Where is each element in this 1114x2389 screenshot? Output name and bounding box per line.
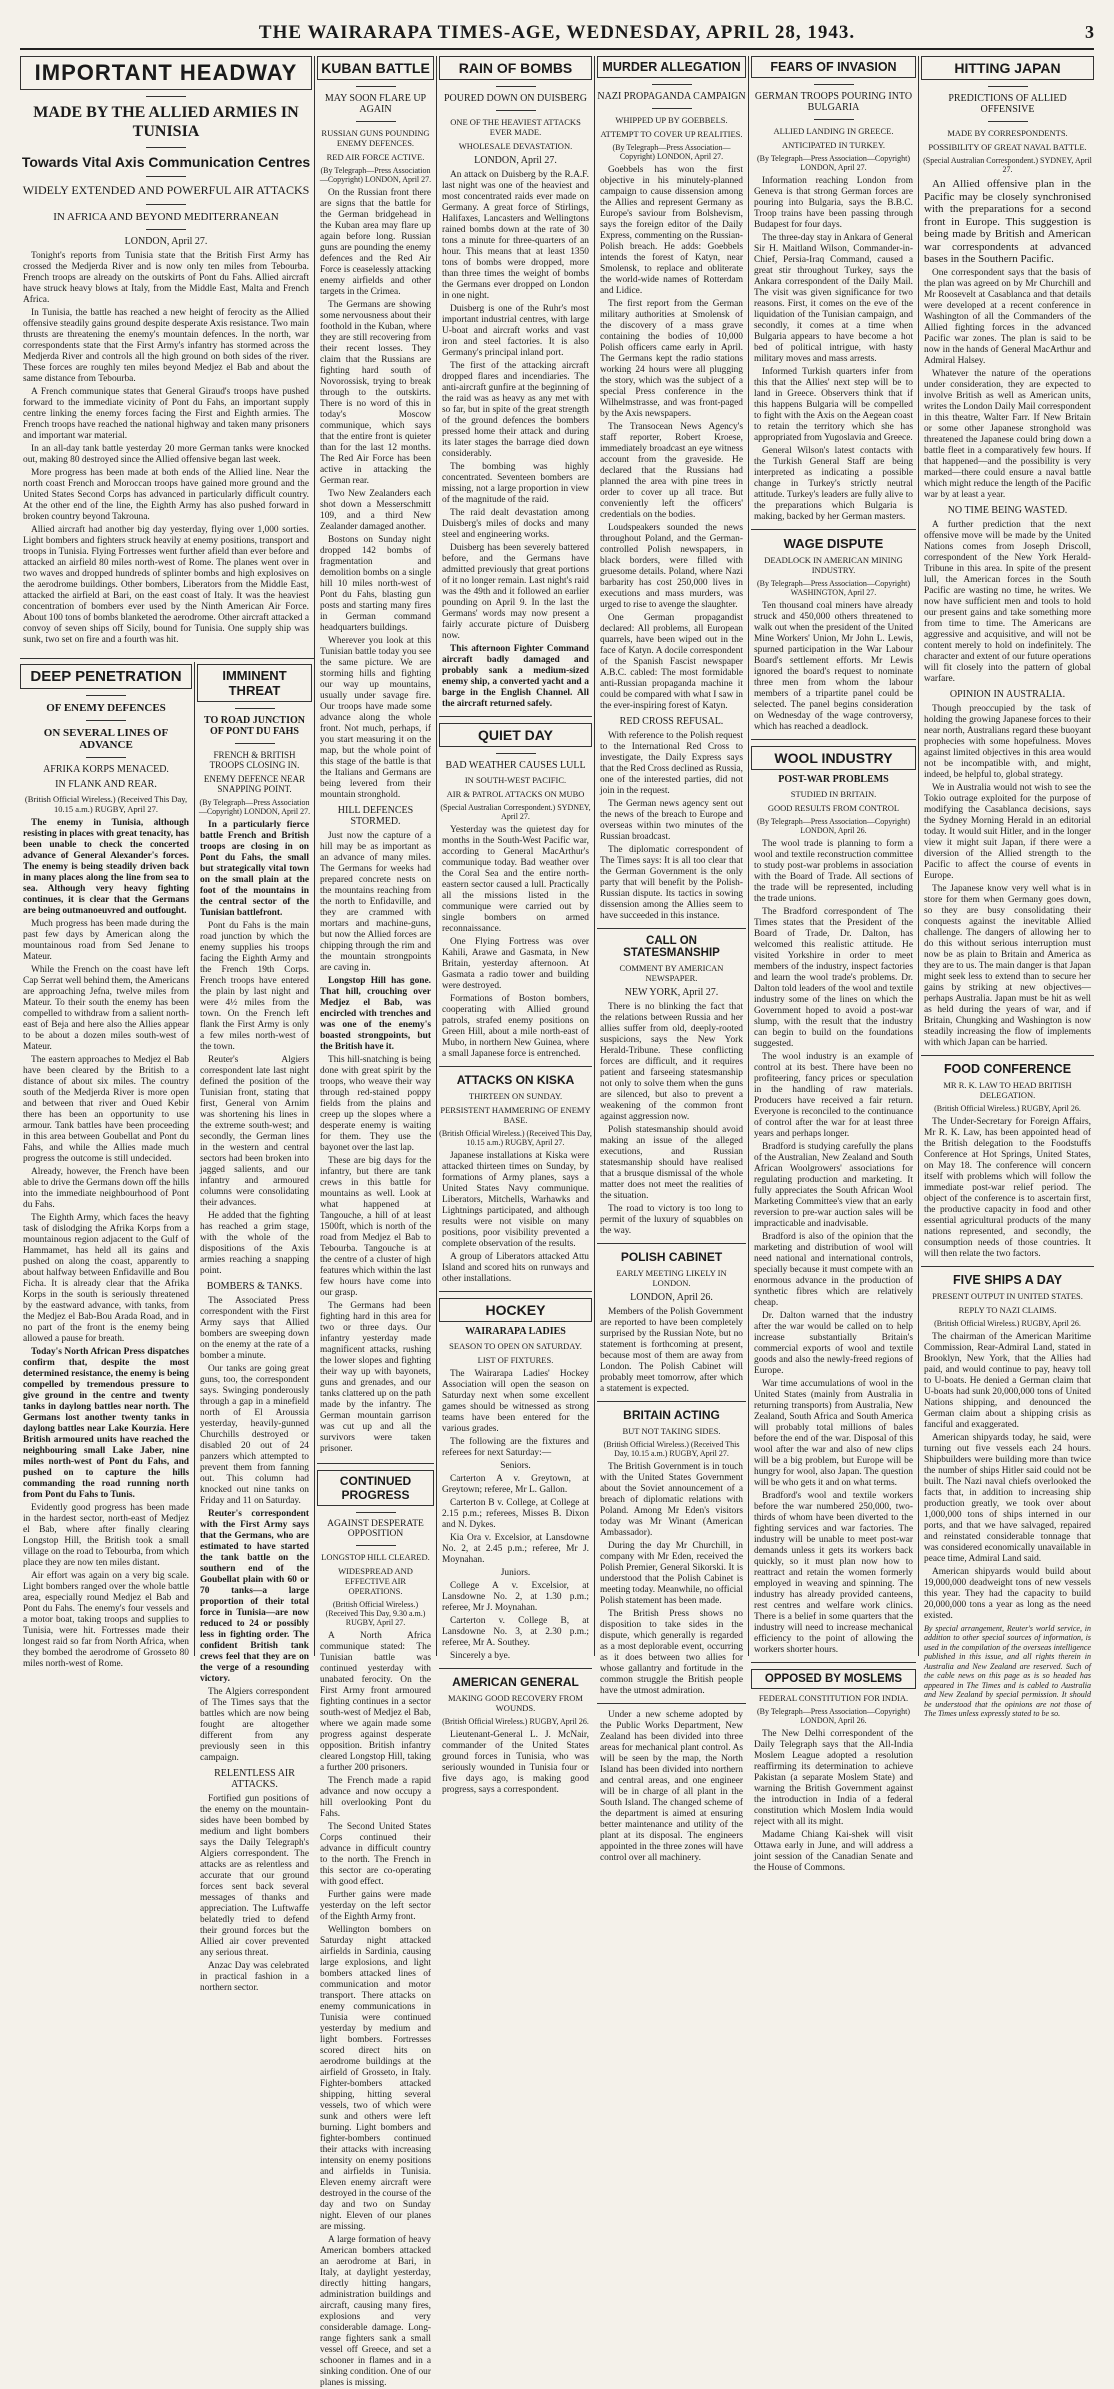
subheading: RED CROSS REFUSAL.	[619, 716, 724, 727]
section-divider	[751, 735, 916, 740]
article-body	[751, 1729, 916, 1874]
article-headway	[20, 56, 312, 656]
paragraph: An attack on Duisberg by the R.A.F. last night was one of the heaviest and most concentrated raids ever made on Germany. A great force of Stirlings, Halifaxes, Lancasters and Wellingtons rained bombs down at the rate of 30 tons a minute for three-quarters of an hour. This means that at least 1350 tons of bombs were dropped, more than three times the weight of bombs the Germans ever dropped on London in one night.	[442, 170, 589, 301]
deck: WIDELY EXTENDED AND POWERFUL AIR ATTACKS	[22, 183, 310, 197]
headline-american: AMERICAN GENERAL	[452, 1675, 579, 1689]
article-body	[317, 831, 434, 1455]
deck: DEADLOCK IN AMERICAN MINING INDUSTRY.	[764, 555, 903, 575]
fixture: Carterton B v. College, at College at 2.15 p.m.; referees, Misses B. Dixon and N. Dykes.	[442, 1498, 589, 1530]
subheading: OPINION IN AUSTRALIA.	[949, 688, 1066, 700]
paragraph: In Tunisia, the battle has reached a new height of ferocity as the Allied offensive steadily gains ground despite desperate Axis resistance. Two main thrusts are threatening the enemy's mountain defences. In the north, war correspondents state that the First Army's infantry has stormed across the Medjerda River and controls all the high ground on both sides of the river. These forces are roughly ten miles beyond Medjez el Bab and about the same distance from Tebourba.	[23, 308, 309, 384]
deck: Towards Vital Axis Communication Centres	[21, 154, 311, 170]
paragraph: The Algiers correspondent of The Times says that the battles which are now being fought are altogether different from any previously seen in this campaign.	[200, 1687, 309, 1763]
section-divider	[751, 1658, 916, 1663]
paragraph: The Germans had been fighting hard in this area for two or three days. Our infantry yesterday made magnificent attacks, rushing the lower slopes and fighting their way up with bayonets, guns and grenades, and our tanks clattered up on the path made by the infantry. The German mountain garrison was cut up and all the survivors were taken prisoner.	[320, 1301, 431, 1454]
divider	[652, 108, 692, 109]
article-body	[197, 1296, 312, 1764]
divider	[652, 84, 692, 85]
paragraph: Anzac Day was celebrated in practical fashion in a northern sector.	[200, 1961, 309, 1993]
paragraph: The German news agency sent out the news of the breach to Europe and overseas within two minutes of the Russian broadcast.	[600, 799, 743, 842]
paragraph: During the day Mr Churchill, in company with Mr Eden, received the Polish Premier, General Sikorski. It is understood that the Polish Cabinet is meeting today. Meanwhile, no official Polish statement has been made.	[600, 1541, 743, 1606]
copyright-note: By special arrangement, Reuter's world service, in addition to other special sources of information, is used in the compilation of the overseas intelligence published in this issue, and all rights therein in Australia and New Zealand are reserved. Such of the cable news on this page as is so headed has appeared in The Times and is cabled to Australia and New Zealand by special permission. It should be understood that the opinions are not those of The Times unless expressly stated to be so.	[924, 1623, 1091, 1718]
deck: FRENCH & BRITISH TROOPS CLOSING IN.	[209, 750, 300, 770]
column-rule	[748, 56, 749, 1656]
paragraph: Reuter's Algiers correspondent late last night defined the position of the Tunisian front, stating that first, General von Arnim was shortening his lines in the extreme south-west; and secondly, the German lines in the western and central sectors had been broken into jagged salients, and our infantry and armoured columns were consolidating their advances.	[200, 1055, 309, 1208]
paragraph: Much progress has been made during the past few days by American along the mountainous road from Sed Jenane to Mateur.	[23, 919, 189, 962]
headline: FEARS OF INVASION	[751, 56, 916, 78]
divider	[988, 121, 1028, 122]
deck: ONE OF THE HEAVIEST ATTACKS EVER MADE.	[450, 117, 581, 137]
article-body	[597, 731, 746, 922]
deck: FEDERAL CONSTITUTION FOR INDIA.	[758, 1693, 909, 1703]
section-divider	[921, 1051, 1094, 1056]
column-fears	[751, 56, 916, 1873]
fixtures-label: Seniors.	[500, 1461, 531, 1471]
masthead-title: THE WAIRARAPA TIMES-AGE, WEDNESDAY, APRIL 28, 1943.	[258, 22, 856, 43]
paragraph: Goebbels has won the first objective in his minutely-planned campaign to cause dissension among the Allies and represent Germany as Europe's saviour from Bolshevism, says the foreign editor of the Daily Express, commenting on the Russian-Polish breach. He adds: Goebbels intends the forest of Katyn, near Smolensk, to replace and obliterate the world-wide names of Rotterdam and Lidice.	[600, 165, 743, 296]
deck: TO ROAD JUNCTION OF PONT DU FAHS	[204, 715, 305, 737]
headline: IMMINENT THREAT	[197, 664, 312, 702]
divider	[496, 86, 536, 87]
paragraph: Formations of Boston bombers, cooperating with Allied ground patrols, strafed enemy positions on Green Hill, about a mile north-east of Mubo, in northern New Guinea, where a small Japanese force is entrenched.	[442, 994, 589, 1059]
article-body	[921, 178, 1094, 501]
headline: KUBAN BATTLE	[317, 56, 434, 80]
masthead	[20, 18, 1094, 50]
article-body	[317, 188, 434, 801]
section-divider	[597, 1397, 746, 1402]
deck: MADE BY THE ALLIED ARMIES IN TUNISIA	[33, 104, 299, 140]
fixture: Sincerely a bye.	[450, 1651, 511, 1661]
paragraph: Duisberg has been severely battered before, and the Germans have admitted previously that great portions of it no longer remain. Last night's raid was the 49th and it followed an earlier pounding on April 9. In the last the Germans' words may now present a fairly accurate picture of Duisberg now.	[442, 543, 589, 641]
paragraph: Information reaching London from Geneva is that strong German forces are pouring into Bulgaria, says the B.B.C. Troop trains have been passing through Budapest for four days.	[754, 176, 913, 230]
paragraph: One Flying Fortress was over Kahili, Arawe and Gasmata, in New Britain, yesterday afternoon. At Gasmata a radio tower and building were destroyed.	[442, 937, 589, 991]
paragraph: One correspondent says that the basis of the plan was agreed on by Mr Churchill and Mr Roosevelt at Casablanca and that details were developed at a recent conference in Washington of all the Commanders of the Allied fighting forces in the advanced Pacific war zones. The plan is said to be now in the hands of General MacArthur and Admiral Halsey.	[924, 267, 1091, 366]
divider	[86, 757, 126, 758]
article-body	[751, 839, 916, 1656]
deck: AIR & PATROL ATTACKS ON MUBO	[446, 789, 585, 799]
paragraph: The enemy in Tunisia, although resisting in places with great tenacity, has been unable to check the concerted advance of General Alexander's forces. The enemy is being steadily driven back in many places along the line from sea to sea. Although very heavy fighting continues, it is clear that the Germans are being outmanoeuvred and outfought.	[23, 818, 189, 916]
column-kuban	[317, 56, 434, 2388]
deck: PERSISTENT HAMMERING OF ENEMY BASE.	[440, 1105, 591, 1125]
deck: EARLY MEETING LIKELY IN LONDON.	[616, 1268, 727, 1288]
divider	[814, 84, 854, 85]
deck: WHIPPED UP BY GOEBBELS.	[615, 115, 728, 125]
article-penetration	[20, 664, 192, 1669]
divider	[356, 86, 396, 87]
headline-progress: CONTINUED PROGRESS	[317, 1470, 434, 1506]
paragraph: Japanese installations at Kiska were attacked thirteen times on Sunday, by formations of Army planes, says a United States Navy communique. Liberators, Mitchells, Warhawks and Lightnings participated, and although results were not visible on many positions, poor visibility prevented a complete observation of the results.	[442, 1151, 589, 1249]
section-divider	[597, 1699, 746, 1704]
paragraph: Informed Turkish quarters infer from this that the Allies' next step will be to land in Greece. Observers think that if this happens Bulgaria will be compelled to fight with the Axis on the Aegean coast to retain the territory which she has appropriated from Yugoslavia and Greece.	[754, 367, 913, 443]
divider	[356, 121, 396, 122]
headline-wool: WOOL INDUSTRY	[751, 746, 916, 770]
dateline: LONDON, April 27.	[474, 155, 557, 166]
paragraph: The Associated Press correspondent with the First Army says that Allied bombers are sweeping down on the enemy at the rate of a bomber a minute.	[200, 1296, 309, 1361]
column-rain	[439, 56, 592, 1795]
article-body	[439, 1730, 592, 1796]
deck: MADE BY CORRESPONDENTS.	[947, 128, 1068, 138]
deck: COMMENT BY AMERICAN NEWSPAPER.	[619, 963, 724, 983]
divider	[814, 119, 854, 120]
paragraph: General Wilson's latest contacts with the Turkish General Staff are being interpreted as indicating a possible change in Turkey's strictly neutral attitude. Turkey's leaders are fully alive to the preparations which Bulgaria is making, backed by her German masters.	[754, 446, 913, 522]
paragraph: Madame Chiang Kai-shek will visit Ottawa early in June, and will address a joint session of the Canadian Senate and the House of Commons.	[754, 1830, 913, 1873]
deck: WHOLESALE DEVASTATION.	[458, 141, 573, 151]
paragraph: Evidently good progress has been made in the hardest sector, north-east of Medjez el Bab, where after finally clearing Longstop Hill, the British took a small village on the road to Tebourba, from which place they are now ten miles distant.	[23, 1503, 189, 1568]
deck: MAY SOON FLARE UP AGAIN	[324, 93, 427, 115]
paragraph: In a particularly fierce battle French and British troops are closing in on Pont du Fahs, the small but strategically vital town on the small plain at the foot of the mountains in the central sector of the Tunisian battlefront.	[200, 820, 309, 918]
paragraph: A group of Liberators attacked Attu Island and scored hits on runways and other installations.	[442, 1252, 589, 1284]
divider	[146, 147, 186, 148]
credit-line: (British Official Wireless.) (Received This Day, 10.15 a.m.) RUGBY, April 27.	[603, 1440, 740, 1458]
subheading: NO TIME BEING WASTED.	[947, 504, 1068, 516]
section-divider	[317, 1457, 434, 1464]
deck: PREDICTIONS OF ALLIED OFFENSIVE	[948, 93, 1067, 115]
paragraph: While the French on the coast have left Cap Serrat well behind them, the Americans are approaching Jefna, twelve miles from Mateur. To their south the enemy has been compelled to withdraw from a salient north-east of Beja and here also the Allies appear to be about a dozen miles south-west of Mateur.	[23, 965, 189, 1052]
article-body	[439, 1369, 592, 1662]
credit-line: (British Official Wireless.) (Received This Day, 10.15 a.m.) RUGBY, April 27.	[24, 794, 188, 814]
paragraph: The wool trade is planning to form a wool and textile reconstruction committee to study post-war problems in association with the Board of Trade. All sections of the trade will be represented, including the trade unions.	[754, 839, 913, 904]
paragraph: Though preoccupied by the task of holding the growing Japanese forces to their near north, Australians regard these buoyant prophecies with some hopefulness. Moves against limited objectives in this area would not be incompatible with, and might, indeed, be helpful to, global strategy.	[924, 703, 1091, 780]
paragraph: Bradford's wool and textile workers before the war numbered 250,000, two-thirds of whom have been diverted to the fighting services and war factories. The industry will be unable to meet post-war demands unless it gets its workers back quickly, so it must plan now how to reattract and retain the women formerly employed in weaving and spinning. The industry has already provided canteens, rest centres and welfare work clinics. There is a belief in some quarters that the industry will need to increase mechanical efficiency to the point of allowing the workers shorter hours.	[754, 1491, 913, 1655]
headline-hockey: HOCKEY	[439, 1298, 592, 1322]
article-body	[197, 1794, 312, 1994]
paragraph: Just now the capture of a hill may be as important as an advance of many miles. The Germans for weeks had prepared concrete nests on the mountains reaching from the north to Enfidaville, and they are crammed with mortars and machine-guns, but now the Allied forces are chipping through the rim and the mountain strongpoints are caving in.	[320, 831, 431, 973]
paragraph: Yesterday was the quietest day for months in the South-West Pacific war, according to General MacArthur's communique today. Bad weather over the Coral Sea and the entire north-eastern sector caused a lull. Practically all the missions listed in the communique were carried out by single bombers on armed reconnaissance.	[442, 825, 589, 934]
divider	[86, 695, 126, 696]
article-body	[751, 601, 916, 733]
headline-ships: FIVE SHIPS A DAY	[952, 1272, 1063, 1287]
section-divider	[20, 658, 314, 659]
paragraph: The bombing was highly concentrated. Seventeen bombers are missing, not a large proportion in view of the magnitude of the raid.	[442, 462, 589, 505]
article-body	[439, 170, 592, 710]
paragraph: Bradford is studying carefully the plans of the Australian, New Zealand and South African Woolgrowers' associations for regulating production and marketing. It fully appreciates the South African Wool Marketing Committee's view that an early reversion to pre-war auction sales will be impracticable and inadvisable.	[754, 1142, 913, 1229]
credit-line: (British Official Wireless.) RUGBY, April 26.	[442, 1717, 589, 1726]
article-body	[597, 1002, 746, 1237]
article-body	[597, 1462, 746, 1697]
credit-line: (By Telegraph—Press Association—Copyright) LONDON, April 27.	[612, 143, 731, 161]
divider	[86, 720, 126, 721]
column-rule	[194, 662, 195, 1656]
credit-line: (By Telegraph—Press Association—Copyright) WASHINGTON, April 27.	[756, 579, 911, 597]
paragraph: This afternoon Fighter Command aircraft badly damaged and probably sank a medium-sized enemy ship, a converted yacht and a barge in the English Channel. All the aircraft returned safely.	[442, 644, 589, 709]
paragraph: The three-day stay in Ankara of General Sir H. Maitland Wilson, Commander-in-Chief, Persia-Iraq Command, caused a great stir throughout Turkey, says the Ankara correspondent of the Daily Mail. The visit was given significance for two reasons. First, it comes on the eve of the liquidation of the Tunisian campaign, and secondly, it comes at a time when Bulgaria appears to have become a hot bed of political intrigue, with hasty military moves and mass arrests.	[754, 233, 913, 364]
paragraph: Today's North African Press dispatches confirm that, despite the most determined resistance, the enemy is being compelled by tremendous pressure to give ground in the centre and twenty tanks in daylong battles near north. The Germans lost another twenty tanks in daylong battles near Lake Kourzia. Here British armoured units have reached the neighbouring small Lake Jaber, nine miles north-west of Pont du Fahs, and pushed on to capture the hills commanding the road running north from Pont du Fahs to Tunis.	[23, 1347, 189, 1500]
paragraph: Bostons on Sunday night dropped 142 bombs of fragmentation and demolition bombs on a single hill 10 miles north-west of Pont du Fahs, blasting gun posts and starting many fires in German command headquarters buildings.	[320, 535, 431, 633]
paragraph: Dr. Dalton warned that the industry after the war would be called on to help increase substantially Britain's commercial exports of wool and textile goods and also the newly-freed regions of Europe.	[754, 1311, 913, 1376]
deck: ALLIED LANDING IN GREECE.	[773, 126, 894, 136]
subheading: HILL DEFENCES STORMED.	[337, 805, 414, 827]
paragraph: The Bradford correspondent of The Times states that the President of the Board of Trade, Dr. Dalton, has welcomed this realistic attitude. He visited Yorkshire in order to meet members of the industry, inspect factories and learn the wool trade's problems. Dr. Dalton told leaders of the wool and textile industry some of the lines on which the Government hoped to avoid a post-war slump, with the result that the industry can begin to build on the foundations suggested.	[754, 907, 913, 1049]
paragraph: American shipyards today, he said, were turning out five vessels each 24 hours. Shipbuilders were building more than twice the number of ships Hitler said could not be built. The Nazi naval chiefs overlooked the facts that, in addition to increasing ship production greatly, we took over about 1,000,000 tons of ships interned in our ports, and that we have salvaged, repaired and reinstated considerable tonnage that was considered economically unavailable in peace time, Admiral Land said.	[924, 1432, 1091, 1564]
paragraph: The Wairarapa Ladies' Hockey Association will open the season on Saturday next when some excellent games should be witnessed as strong teams have been entered for the various grades.	[442, 1369, 589, 1434]
paragraph: War time accumulations of wool in the United States (mainly from Australia in returning transports) from Australia, New Zealand, South Africa and South America will probably total millions of bales before the end of the war. Disposal of this wool after the war and also of new clips will be a big problem, but Europe will be hungry for wool, also Japan. The question will be who gets it and on what terms.	[754, 1379, 913, 1488]
paragraph: The wool industry is an example of control at its best. There have been no profiteering, fancy prices or speculation in the handling of raw materials. Producers have received a fair return. Everyone is reconciled to the continuance of control after the war for at least three years and perhaps longer.	[754, 1052, 913, 1139]
paragraph: The Transocean News Agency's staff reporter, Robert Kroese, immediately broadcast an eye witness account from the graveside. He declared that the Russians had planned the area with pine trees in order to cover up all trace. But conveniently left the officers' credentials on the bodies.	[600, 422, 743, 520]
paragraph: Tonight's reports from Tunisia state that the British First Army has crossed the Medjerda River and is now only ten miles from Tebourba. French troops are already on the outskirts of Pont du Fahs. Allied aircraft have struck heavy blows at Italy, from the Middle East, Malta and French Africa.	[23, 251, 309, 305]
credit-line: (By Telegraph—Press Association—Copyright) LONDON, April 27.	[198, 798, 311, 816]
deck: WAIRARAPA LADIES	[465, 1326, 566, 1337]
section-divider	[921, 1262, 1094, 1267]
headline: DEEP PENETRATION	[20, 664, 192, 689]
deck: IN AFRICA AND BEYOND MEDITERRANEAN	[53, 211, 279, 223]
divider	[146, 96, 186, 97]
credit-line: (British Official Wireless.) (Received This Day, 9.30 a.m.) RUGBY, April 27.	[325, 1600, 426, 1627]
deck: LONGSTOP HILL CLEARED.	[321, 1552, 430, 1562]
credit-line: (Special Australian Correspondent.) SYDNEY, April 27.	[440, 803, 591, 821]
subheading: RELENTLESS AIR ATTACKS.	[214, 1768, 295, 1790]
page-number: 3	[1085, 22, 1094, 42]
deck: RED AIR FORCE ACTIVE.	[326, 152, 425, 162]
paragraph: This hill-snatching is being done with great spirit by the troops, who weave their way through red-stained poppy fields from the plains and creep up the slopes where a desperate enemy is waiting for them. They use the bayonet over the last lap.	[320, 1055, 431, 1153]
credit-line: (By Telegraph—Press Association—Copyright) LONDON, April 27.	[319, 166, 432, 184]
deck: POURED DOWN ON DUISBERG	[443, 93, 588, 104]
section-divider	[439, 712, 592, 717]
fixture: Carterton A v. Greytown, at Greytown; referee, Mr L. Gallon.	[442, 1474, 589, 1495]
deck: NAZI PROPAGANDA CAMPAIGN	[597, 91, 746, 102]
paragraph: A French communique states that General Giraud's troops have pushed forward to the immediate vicinity of Pont du Fahs, an important supply centre linking the enemy forces facing the First and Eighth armies. The French troops have reached the national highway and taken many prisoners and important war material.	[23, 387, 309, 441]
article-body	[597, 1307, 746, 1395]
divider	[235, 708, 275, 709]
article-body	[197, 820, 312, 1277]
paragraph: The raid dealt devastation among Duisberg's miles of docks and many steel and engineering works.	[442, 508, 589, 540]
paragraph: The Eighth Army, which faces the heavy task of dislodging the Afrika Korps from a mountainous region adjacent to the Gulf of Hammamet, has held all its gains and pushed on along the coast, apparently to about halfway between Enfidaville and Bou Ficha. It is already clear that the Afrika Korps in the south is seriously threatened by the eastward advance, with tanks, from the Medjez el Bab-Bou Arada Road, and in no part of the front is the enemy being allowed a pause for breath.	[23, 1213, 189, 1344]
paragraph: A large formation of heavy American bombers attacked an aerodrome at Bari, in Italy, at daylight yesterday, directly hitting hangars, administration buildings and aircraft, causing many fires, explosions and very considerable damage. Long-range fighters sank a small vessel off Greece, and set a schooner in flames and in a sinking condition. One of our planes is missing.	[320, 2235, 431, 2388]
paragraph: A North Africa communique stated: The Tunisian battle was continued yesterday with unabated ferocity. On the First Army front armoured fighting continues in a sector south-west of Medjez el Bab, where we again made some progress against desperate opposition. British infantry cleared Longstop Hill, taking a further 200 prisoners.	[320, 1631, 431, 1773]
deck: THIRTEEN ON SUNDAY.	[468, 1091, 563, 1101]
article-body	[597, 1710, 746, 1864]
paragraph: Members of the Polish Government are reported to have been completely surprised by the Russian Note, but no statement is forthcoming at present, because most of them are away from London. The Polish Cabinet will probably meet tomorrow, after which a statement is expected.	[600, 1307, 743, 1394]
credit-line: (By Telegraph—Press Association—Copyright) LONDON, April 27.	[756, 154, 911, 172]
article-body	[439, 825, 592, 1060]
deck: IN FLANK AND REAR.	[55, 779, 157, 790]
headline: IMPORTANT HEADWAY	[20, 56, 312, 90]
fixture: Carterton v. College B, at Lansdowne No. 3, at 2.30 p.m.; referee, Mr A. Southey.	[442, 1616, 589, 1648]
paragraph: The road to victory is too long to permit of the luxury of squabbles on the way.	[600, 1204, 743, 1236]
paragraph: The eastern approaches to Medjez el Bab have been cleared by the British to a distance of about six miles. The country south of the Medjerda River is more open and between that river and Oued Kebir there has been an opportunity to use armour. Tank battles have been proceeding in this area between Goubellat and Pont du Fahs, and while the Allies made much progress the outcome is still undecided.	[23, 1055, 189, 1164]
article-body	[921, 1332, 1094, 1622]
headline: HITTING JAPAN	[921, 56, 1094, 80]
headline-britain: BRITAIN ACTING	[623, 1408, 720, 1422]
deck: SEASON TO OPEN ON SATURDAY.	[449, 1341, 582, 1351]
paragraph: The Under-Secretary for Foreign Affairs, Mr R. K. Law, has been appointed head of the British delegation to the Foodstuffs Conference at Hot Springs, United States, on May 18. The conference will concern itself with problems which will follow the immediate post-war relief period. The object of the conference is to ascertain first, the productive capacity in food and other essential agricultural products of the many nations represented, and secondly, the consumption needs of those countries. It will then relate the two factors.	[924, 1116, 1091, 1259]
deck: STUDIED IN BRITAIN.	[790, 789, 877, 799]
deck: AFRIKA KORPS MENACED.	[43, 764, 169, 775]
deck: POSSIBILITY OF GREAT NAVAL BATTLE.	[928, 142, 1087, 152]
article-body	[20, 818, 192, 1670]
deck: GERMAN TROOPS POURING INTO BULGARIA	[754, 91, 913, 113]
dateline: LONDON, April 26.	[630, 1292, 713, 1303]
divider	[496, 110, 536, 111]
deck: ENEMY DEFENCE NEAR SNAPPING POINT.	[203, 774, 306, 794]
deck: LIST OF FIXTURES.	[477, 1355, 554, 1365]
deck: BAD WEATHER CAUSES LULL	[445, 760, 586, 771]
paragraph: Already, however, the French have been able to drive the Germans down off the hills into the immediate neighbourhood of Pont du Fahs.	[23, 1167, 189, 1210]
paragraph: Reuter's correspondent with the First Army says that the Germans, who are estimated to have started the tank battle on the southern end of the Goubellat plain with 60 or 70 tanks—a large proportion of their total force in Tunisia—are now reduced to 24 or possibly less in fighting order. The confident British tank crews feel that they are on the verge of a resounding victory.	[200, 1509, 309, 1684]
deck: REPLY TO NAZI CLAIMS.	[958, 1304, 1057, 1315]
headline-kiska: ATTACKS ON KISKA	[456, 1073, 575, 1087]
fixtures-label: Juniors.	[500, 1568, 531, 1578]
column-murder	[597, 56, 746, 1863]
paragraph: A further prediction that the next offensive move will be made by the United Nations comes from Joseph Driscoll, correspondent of the New York Herald-Tribune in this area. In spite of the present lull, the American forces in the South Pacific are wasting no time, he writes. We now have sufficient men and tools to hold our present gains and take something more from time to time. The Americans are aggressive and acquisitive, and will not be content merely to hold on indefinitely. The character and extent of our future operations will fit closely into the pattern of global warfare.	[924, 519, 1091, 684]
headline-quiet: QUIET DAY	[439, 723, 592, 747]
divider	[235, 743, 275, 744]
paragraph: The diplomatic correspondent of The Times says: It is all too clear that the German Government is the only party that will benefit by the Polish-Russian dispute. Its tactics in sowing dissension among the Allies seem to have succeeded in this instance.	[600, 845, 743, 921]
deck: IN SOUTH-WEST PACIFIC.	[464, 775, 567, 785]
article-body	[921, 520, 1094, 685]
paragraph: Our tanks are going great guns, too, the correspondent says. Swinging ponderously through a gap in a minefield north of El Aroussia yesterday, heavily-gunned Churchills destroyed or disabled 20 out of 24 panzers which attempted to prevent them from fanning out. This column had knocked out nine tanks on Friday and 11 on Saturday.	[200, 1364, 309, 1506]
divider	[988, 86, 1028, 87]
paragraph: Polish statesmanship should avoid making an issue of the alleged executions, and Russian statesmanship should have realised that a brusque dismissal of the whole matter does not meet the realities of the situation.	[600, 1125, 743, 1201]
article-body	[921, 1117, 1094, 1260]
section-divider	[597, 924, 746, 929]
paragraph: The Japanese know very well what is in store for them when Germany goes down, so they are busy consolidating their conquests against the inevitable Allied challenge. The dangers of allowing her to do this without serious interruption must now be as plain to Britain and America as they are to us. The main danger is that Japan might seek less to extend than to secure her gains by striking at new objectives—perhaps Australia. Japan must be hit as well as held during the years of war, and if Britain, Chungking and Washington is now steadily increasing the flow of implements with which Japan can be harried.	[924, 883, 1091, 1048]
deck: RUSSIAN GUNS POUNDING ENEMY DEFENCES.	[321, 128, 430, 148]
article-body	[20, 251, 312, 646]
divider	[146, 204, 186, 205]
headline-food: FOOD CONFERENCE	[943, 1061, 1072, 1076]
article-body	[751, 176, 916, 523]
credit-line: (Special Australian Correspondent.) SYDNEY, April 27.	[923, 156, 1092, 174]
column-rule	[918, 56, 919, 1656]
subheading: BOMBERS & TANKS.	[206, 1281, 303, 1292]
headline: RAIN OF BOMBS	[439, 56, 592, 80]
paragraph: American shipyards would build about 19,000,000 deadweight tons of new vessels this year. They had the capacity to build 20,000,000 tons a year as long as the need existed.	[924, 1566, 1091, 1621]
deck: ON SEVERAL LINES OF ADVANCE	[43, 727, 169, 751]
paragraph: Allied aircraft had another big day yesterday, flying over 1,000 sorties. Light bombers and fighters struck heavily at enemy positions, transport and troops in Tunisia. Flying Fortresses went further afield than ever before and attacked an airfield 80 miles north-west of Rome. The planes went over in two waves and dropped hundreds of splinter bombs and high explosives on the aerodrome buildings. Other bombers, Liberators from the Middle East, attacked the airfield at Bari, on the east coast of Italy. It was the heaviest concentration of bombers ever used by the Ninth American Air Force. About 100 tons of bombs blanketed the aerodrome. Other aircraft attacked a convoy of seven ships off Sicily, bound for Tunisia. One supply ship was sunk, two set on fire and a fourth was hit.	[23, 525, 309, 645]
fixture: College A v. Excelsior, at Lansdowne No. 2, at 1.30 p.m.; referee, Mr J. Moynahan.	[442, 1581, 589, 1613]
paragraph: The New Delhi correspondent of the Daily Telegraph says that the All-India Moslem League adopted a resolution reaffirming its determination to achieve Pakistan (a separate Moslem State) and warning the British Government against the introduction in India of a federal constitution which Moslem India would reject with all its might.	[754, 1729, 913, 1827]
article-body	[921, 704, 1094, 1049]
paragraph: Whatever the nature of the operations under consideration, they are expected to involve British as well as American units, writes the London Daily Mail correspondent in this theatre, Walter Farr. If New Britain or some other Japanese stronghold was threatened the Japanese could bring down a battle fleet in a comparatively few hours. If that happened—and the possibility is very marked—there could ensure a naval battle which might reduce the length of the Pacific war by at least a year.	[924, 368, 1091, 500]
paragraph: More progress has been made at both ends of the Allied line. Near the north coast French and Moroccan troops have gained more ground and the United States Second Corps has advanced in particularly difficult country. At the other end of the line, the Eighth Army has also pushed forward in broken country beyond Takrouna.	[23, 468, 309, 522]
deck: GOOD RESULTS FROM CONTROL	[767, 803, 900, 813]
deck: ATTEMPT TO COVER UP REALITIES.	[600, 129, 743, 139]
column-japan	[921, 56, 1094, 1718]
credit-line: (By Telegraph—Press Association—Copyright) LONDON, April 26.	[756, 817, 911, 835]
section-divider	[439, 1062, 592, 1067]
paragraph: Further gains were made yesterday on the left sector of the Eighth Army front.	[320, 1890, 431, 1922]
paragraph: These are big days for the infantry, but there are tank crews in this battle for mountains as well. Look at what happened at Tangouche, a hill of at least 1500ft, which is north of the road from Medjez el Bab to Tebourba. Tangouche is at the centre of a cluster of high features which within the last few hours have come into our grasp.	[320, 1156, 431, 1298]
headline-statesmanship: CALL ON STATESMANSHIP	[623, 935, 720, 959]
headline-wage: WAGE DISPUTE	[783, 536, 884, 551]
section-divider	[439, 1287, 592, 1292]
deck: OF ENEMY DEFENCES	[46, 702, 166, 714]
paragraph: The chairman of the American Maritime Commission, Rear-Admiral Land, stated in Brooklyn, New York, that the Allies had paid, and would continue to pay, heavy toll to U-boats. He denied a German claim that U-boats had sunk 20,000,000 tons of United Nations shipping, and denounced the German claim about a shipping crisis as fanciful and exaggerated.	[924, 1331, 1091, 1430]
section-divider	[597, 1239, 746, 1244]
deck: AGAINST DESPERATE OPPOSITION	[327, 1519, 424, 1539]
article-body	[439, 1151, 592, 1285]
fixture: Kia Ora v. Excelsior, at Lansdowne No. 2, at 2.45 p.m.; referee, Mr J. Moynahan.	[442, 1533, 589, 1565]
paragraph: We in Australia would not wish to see the Tokio outrage exploited for the purpose of modifying the Casablanca decisions, says the Sydney Morning Herald in an editorial today. It would suit Hitler, and in the longer view it might suit Japan, if there were a diversion of the Allied strength to the Pacific to affect the course of events in Europe.	[924, 782, 1091, 881]
paragraph: On the Russian front there are signs that the battle for the German bridgehead in the Kuban area may flare up again before long. Russian guns are pounding the enemy defences and the Red Air Force is ceaselessly attacking enemy airfields and other targets in the Crimea.	[320, 188, 431, 297]
credit-line: (British Official Wireless.) RUGBY, April 26.	[934, 1318, 1081, 1328]
column-rule	[314, 56, 315, 1656]
paragraph: Under a new scheme adopted by the Public Works Department, New Zealand has been divided into three areas for mechanical plant control. As will be seen by the map, the North Island has been divided into northern and central areas, and one engineer will be in charge of all plant in the South Island. The changed scheme of the department is aimed at ensuring better maintenance and utility of the plant at its disposal. The engineers appointed in the three zones will have control over all machinery.	[600, 1710, 743, 1863]
paragraph: Two New Zealanders each shot down a Messerschmitt 109, and a third New Zealander damaged another.	[320, 489, 431, 532]
paragraph: Bradford is also of the opinion that the marketing and distribution of wool will need national and international controls, specially because it must compete with an enormous advance in the production of synthetic fibres which are relatively cheap.	[754, 1232, 913, 1308]
column-rule	[594, 56, 595, 1656]
paragraph: The first of the attacking aircraft dropped flares and incendiaries. The anti-aircraft gunfire at the beginning of the raid was as heavy as any met with so far, but in spite of the great strength of the ground defences the bombers pressed home their attack and during its later stages the barrage died down considerably.	[442, 361, 589, 459]
paragraph: Loudspeakers sounded the news throughout Poland, and the German-controlled Polish newspapers, in black borders, were filled with gruesome details. Poland, where Nazi barbarity has cost 250,000 lives in executions and mass murders, was urged to rise to avenge the slaughter.	[600, 523, 743, 610]
article-imminent	[197, 664, 312, 1993]
section-divider	[751, 525, 916, 530]
deck: BUT NOT TAKING SIDES.	[622, 1426, 721, 1436]
article-body	[317, 1631, 434, 2389]
credit-line: (British Official Wireless.) (Received This Day, 10.15 a.m.) RUGBY, April 27.	[439, 1129, 592, 1147]
paragraph: In an all-day tank battle yesterday 20 more German tanks were knocked out, making 80 destroyed since the Allied offensive began last week.	[23, 444, 309, 465]
divider	[146, 176, 186, 177]
paragraph: The Germans are showing some nervousness about their foothold in the Kuban, where they are still recovering from their recent losses. They claim that the Russians are fighting hard south of Novorossisk, trying to break through to the outskirts. There is no word of this in today's Moscow communique, which says that the entire front is quieter than for the last 12 months. The Red Air Force has been active in attacking the German rear.	[320, 300, 431, 486]
credit-line: (By Telegraph—Press Association—Copyright) LONDON, April 26.	[756, 1707, 911, 1725]
headline: MURDER ALLEGATION	[597, 56, 746, 78]
deck: POST-WAR PROBLEMS	[778, 774, 889, 785]
paragraph: The British Press shows no disposition to take sides in the dispute, which generally is regarded as a most deplorable event, occurring as it does between two allies for whose gallantry and fortitude in the common struggle the British people have the utmost admiration.	[600, 1609, 743, 1696]
paragraph: There is no blinking the fact that the relations between Russia and her allies suffer from old, deeply-rooted suspicions, says the New York Herald-Tribune. These conflicting forces are difficult, and it requires patient and farseeing statesmanship not only to solve them when the guns are silenced, but also to prevent a weakening of the common front against aggression now.	[600, 1002, 743, 1122]
divider	[356, 1512, 396, 1513]
dateline: NEW YORK, April 27.	[624, 987, 719, 998]
divider	[496, 753, 536, 754]
paragraph: The first report from the German military authorities at Smolensk of the discovery of a mass grave containing the bodies of 10,000 Polish officers came early in April. The Germans kept the radio stations working 24 hours were all plugging the story, which was the subject of a special Press conference in the Wilhelmstrasse, and was front-paged by the Axis newspapers.	[600, 299, 743, 419]
divider	[356, 1545, 396, 1546]
deck: MAKING GOOD RECOVERY FROM WOUNDS.	[448, 1693, 583, 1713]
column-rule	[436, 56, 437, 1656]
deck: PRESENT OUTPUT IN UNITED STATES.	[932, 1290, 1083, 1301]
paragraph: Longstop Hill has gone. That hill, crouching over Medjez el Bab, was encircled with trenches and was one of the enemy's boasted strongpoints, but the British have it.	[320, 976, 431, 1052]
credit-line: (British Official Wireless.) RUGBY, April 26.	[934, 1103, 1081, 1113]
paragraph: With reference to the Polish request to the International Red Cross to investigate, the Daily Express says that the Red Cross declined as Russia, one of the interested parties, did not join in the request.	[600, 731, 743, 796]
headline-moslems: OPPOSED BY MOSLEMS	[751, 1669, 916, 1689]
paragraph: The French made a rapid advance and now occupy a hill overlooking Pont du Fahs.	[320, 1776, 431, 1819]
deck: MR R. K. LAW TO HEAD BRITISH DELEGATION.	[943, 1079, 1072, 1100]
paragraph: Wherever you look at this Tunisian battle today you see the same picture. We are storming hills and fighting our way up mountains, usually under savage fire. Our troops have made some advance along the whole front. Not much, perhaps, if you start measuring it on the map, but the whole point of this stage of the battle is that the Italians and Germans are being levered from their mountain stronghold.	[320, 636, 431, 800]
paragraph: Lieutenant-General L. J. McNair, commander of the United States ground forces in Tunisia, who was seriously wounded in Tunisia four or five days ago, is making good progress, says a correspondent.	[442, 1730, 589, 1795]
paragraph: The following are the fixtures and referees for next Saturday:—	[442, 1437, 589, 1458]
headline-polish: POLISH CABINET	[620, 1250, 723, 1264]
deck: WIDESPREAD AND EFFECTIVE AIR OPERATIONS.	[338, 1566, 413, 1596]
paragraph: Duisberg is one of the Ruhr's most important industrial centres, with large U-boat and aircraft works and vast iron and steel factories. It is also Germany's principal inland port.	[442, 304, 589, 358]
dateline: LONDON, April 27.	[124, 236, 208, 247]
paragraph: He added that the fighting has reached a grim stage, with the whole of the dispositions of the Axis armies reaching a snapping point.	[200, 1211, 309, 1276]
paragraph: Pont du Fahs is the main road junction by which the enemy supplies his troops facing the Eighth Army and the French 19th Corps. French troops have entered the plain by last night and were 4½ miles from the town. On the French left flank the First Army is only a few miles north-west of the town.	[200, 921, 309, 1052]
article-body	[597, 165, 746, 712]
paragraph: Ten thousand coal miners have already struck and 450,000 others threatened to walk out when the president of the United Mine Workers' Union, Mr John L. Lewis, spurned participation in the War Labour Board's settlement efforts. Mr Lewis ignored the board's request to nominate three men from whom the labour members of a tripartite panel could be selected. The panel begins consideration on Wednesday of the wage controversy, which has reached a deadlock.	[754, 601, 913, 732]
paragraph: Air effort was again on a very big scale. Light bombers ranged over the whole battle area, especially round Medjez el Bab and Pont du Fahs. The enemy's four vessels and a motor boat, taking troops and supplies to Tunisia, were hit. Fortresses made their longest raid so far from North Africa, when they bombed the aerodrome of Grosseto 80 miles north-west of Rome.	[23, 1571, 189, 1669]
paragraph: The Second United States Corps continued their advance in difficult country to the north. The French in this sector are co-operating with good effect.	[320, 1822, 431, 1887]
paragraph: One German propagandist declared: All problems, all European quarrels, have been wiped out in the face of Katyn. A docile correspondent of the Spanish Fascist newspaper A.B.C. cabled: The most formidable anti-Russian propaganda machine it could be compared with what I saw in the ever-inspiring forest of Katyn.	[600, 613, 743, 711]
paragraph: Fortified gun positions of the enemy on the mountain-sides have been bombed by medium and light bombers says the Daily Telegraph's Algiers correspondent. The attacks are as relentless and accurate that our ground forces sent back several messages of thanks and appreciation. The Luftwaffe belatedly tried to defend their ground forces but the Allied air cover prevented any serious threat.	[200, 1794, 309, 1958]
divider	[146, 229, 186, 230]
paragraph: The British Government is in touch with the United States Government about the Soviet announcement of a breach of diplomatic relations with Poland. Among Mr Eden's visitors today was Mr Winant (American Ambassador).	[600, 1462, 743, 1538]
paragraph: An Allied offensive plan in the Pacific may be closely synchronised with the preparations for a second front in Europe. This suggestion is being made by British and American war correspondents at advanced bases in the Southern Pacific.	[924, 178, 1091, 265]
deck: ANTICIPATED IN TURKEY.	[781, 140, 886, 150]
paragraph: Wellington bombers on Saturday night attacked airfields in Sardinia, causing large explosions, and light bombers attacked lines of communication and motor transport. There attacks on enemy communications in Tunisia were continued yesterday by medium and light bombers. Fortresses scored direct hits on aerodrome buildings at the airfield of Grosseto, in Italy. Fighter-bombers attacked shipping, hitting several vessels, two of which were sunk and others were left burning. Light bombers and fighter-bombers continued their attacks with increasing intensity on enemy positions and airfields in Tunisia. Eleven enemy aircraft were destroyed in the course of the day and two on Sunday night. Eleven of our planes are missing.	[320, 1925, 431, 2232]
section-divider	[439, 1664, 592, 1669]
